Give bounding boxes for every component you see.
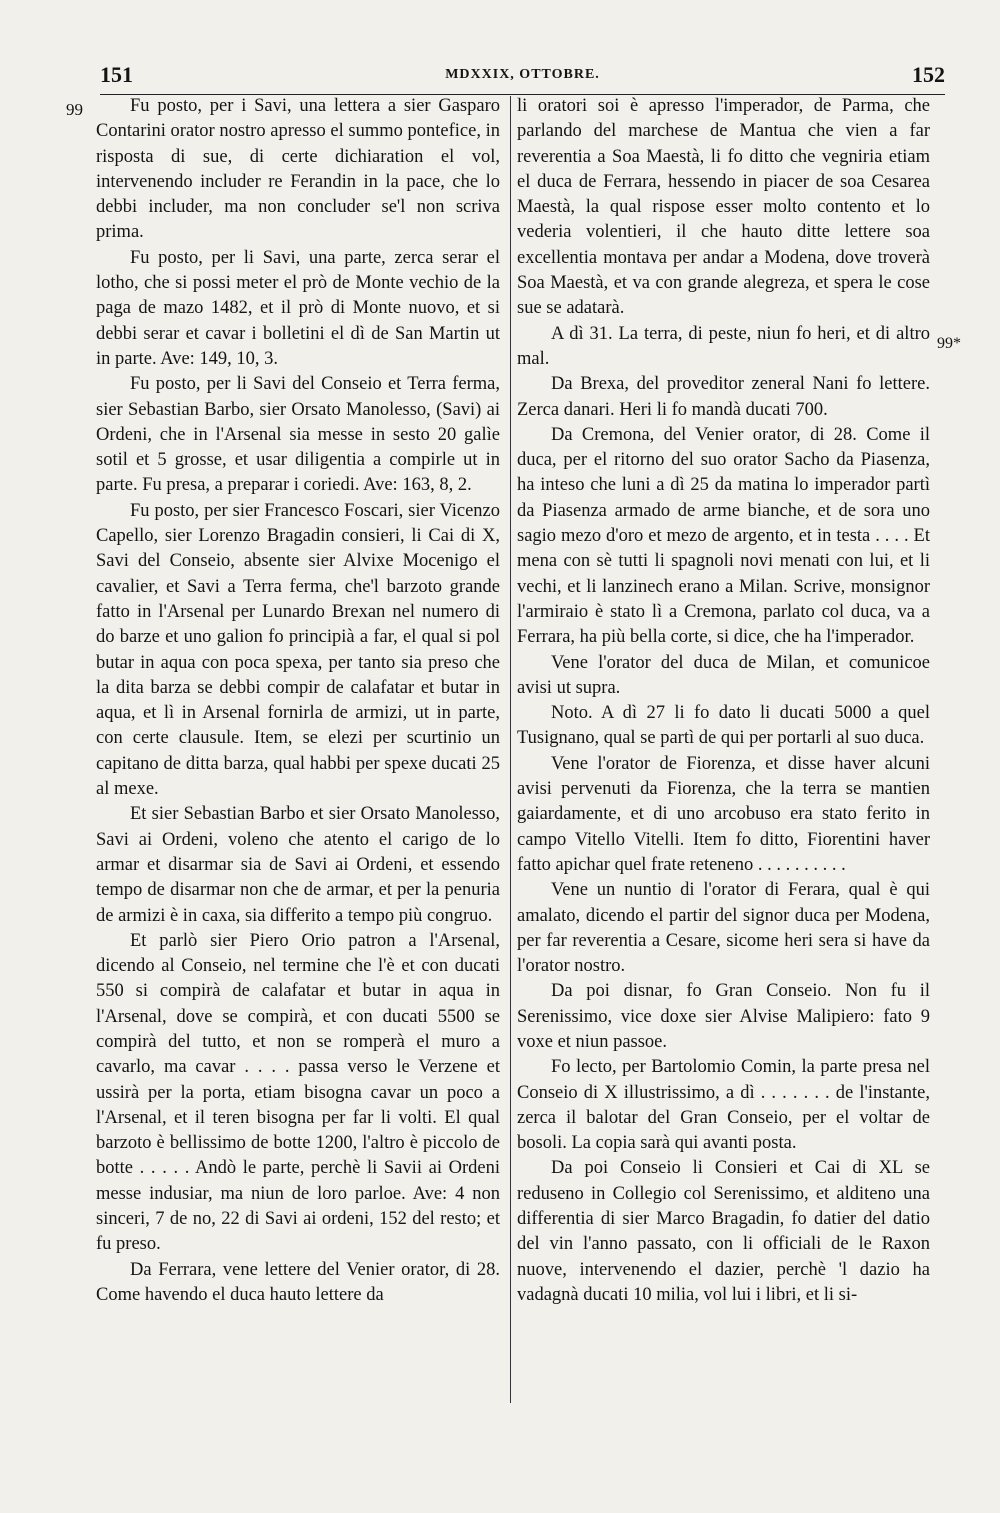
left-column <box>96 94 500 1308</box>
paragraph: Da Brexa, del proveditor zeneral Nani fo lettere. Zerca danari. Heri li fo mandà ducati 700. <box>517 374 930 420</box>
paragraph: Fu posto, per li Savi del Conseio et Terra ferma, sier Sebastian Barbo, sier Orsato Manolesso, (Savi) ai Ordeni, che in l'Arsenal sia messe in sesto 20 galìe sotil et 5 grosse, et usar diligentia a compirle ut in parte. Fu presa, a preparar i coriedi. Ave: 163, 8, 2. <box>96 374 500 496</box>
paragraph: Fu posto, per sier Francesco Foscari, sier Vicenzo Capello, sier Lorenzo Bragadin consieri, li Cai di X, Savi del Conseio, absente sier Alvixe Mocenigo el cavalier, et Savi a Terra ferma, che'l barzoto grande fatto in l'Arsenal per Lunardo Brexan nel numero di do barze et uno galion fo principià a far, el qual si pol butar in aqua con poca spexa, per tanto sia preso che la dita barza se debbi compir de calafatar et butar in aqua, et lì in Arsenal fornirla de armizi, ut in parte, con certe clausule. Item, se elezi per scurtinio un capitano de ditta barza, qual habbi per spexe ducati 25 al mexe. <box>96 500 500 800</box>
paragraph: A dì 31. La terra, di peste, niun fo heri, et di altro mal. <box>517 323 930 369</box>
page-number-left: 151 <box>100 62 133 87</box>
page-header <box>100 62 945 95</box>
right-column <box>517 94 930 1308</box>
paragraph: Fo lecto, per Bartolomio Comin, la parte presa nel Conseio di X illustrissimo, a dì . . . . . . . de l'instante, zerca il balotar del Gran Conseio, per el voltar de bosoli. La copia sarà qui avanti posta. <box>517 1057 930 1154</box>
paragraph: Da poi disnar, fo Gran Conseio. Non fu il Serenissimo, vice doxe sier Alvise Malipiero: fato 9 voxe et niun passoe. <box>517 981 930 1052</box>
margin-note-left: 99 <box>66 100 83 119</box>
paragraph: Fu posto, per i Savi, una lettera a sier Gasparo Contarini orator nostro apresso el summo pontefice, in risposta di sue, di certe dichiaration el vol, intervenendo includer re Ferandin in la pace, che lo debbi includer, ma non concluder se'l non scriva prima. <box>96 96 500 243</box>
column-divider <box>510 96 511 1403</box>
paragraph: Fu posto, per li Savi, una parte, zerca serar el lotho, che si possi meter el prò de Monte vechio de la paga de mazo 1482, et il prò di Monte nuovo, et si debbi serar et cavar i bolletini el dì de San Martin ut in parte. Ave: 149, 10, 3. <box>96 247 500 369</box>
paragraph: Noto. A dì 27 li fo dato li ducati 5000 a quel Tusignano, qual se partì de qui per portarli al suo duca. <box>517 703 930 749</box>
paragraph: Vene l'orator del duca de Milan, et comunicoe avisi ut supra. <box>517 652 930 698</box>
margin-note-right: 99* <box>937 335 961 352</box>
paragraph: li oratori soi è apresso l'imperador, de Parma, che parlando del marchese de Mantua che vien a far reverentia a Soa Maestà, li fo ditto che vegniria etiam el duca de Ferrara, hessendo in piacer de soa Cesarea Maestà, la qual rispose esser molto contento et lo vederia volentieri, il che hauto ditte lettere soa excellentia montava per andar a Modena, dove troverà Soa Maestà, et va con grande alegreza, et spera le cose sue se adatarà. <box>517 96 930 319</box>
paragraph: Et parlò sier Piero Orio patron a l'Arsenal, dicendo al Conseio, nel termine che l'è et con ducati 550 si compirà de calafatar et butar in aqua in l'Arsenal, dove se compirà, et con ducati 5500 se compirà del tutto, et non se romperà el muro a cavarlo, ma cavar . . . . passa verso le Verzene et ussirà per la porta, etiam bisogna cavar un poco a l'Arsenal, et il teren bisogna per far li volti. El qual barzoto è bellissimo de botte 1200, l'altro è piccolo de botte . . . . . Andò le parte, perchè li Savii ai Ordeni messe indusiar, ma niun de loro parloe. Ave: 4 non sinceri, 7 de no, 22 di Savi ai ordeni, 152 del resto; et fu preso. <box>96 930 500 1255</box>
paragraph: Da Cremona, del Venier orator, di 28. Come il duca, per el ritorno del suo orator Sacho da Piasenza, ha inteso che luni a dì 25 da matina lo imperador partì da Piasenza armado de arme bianche, et de sora uno sagio mezo d'oro et mezo de argento, et in testa . . . . Et mena con sè tutti li spagnoli novi menati con lui, et li vechi, et li lanzinech erano a Milan. Scrive, monsignor l'armiraio è stato lì a Cremona, parlato col duca, va a Ferrara, ha più bella corte, si dice, che ha l'imperador. <box>517 424 930 648</box>
running-title: MDXXIX, OTTOBRE. <box>445 67 600 82</box>
paragraph: Da Ferrara, vene lettere del Venier orator, di 28. Come havendo el duca hauto lettere da <box>96 1259 500 1305</box>
paragraph: Vene l'orator de Fiorenza, et disse haver alcuni avisi pervenuti da Fiorenza, che la terra se mantien gaiardamente, et di uno arcobuso era stato ferito in campo Vitello Vitelli. Item fo ditto, Fiorentini haver fatto apichar quel frate reteneno . . . . . . . . . . <box>517 753 930 875</box>
paragraph: Da poi Conseio li Consieri et Cai di XL se reduseno in Collegio col Serenissimo, et alditeno una differentia di sier Marco Bragadin, fo datier del datio del vin l'anno passato, con li officiali de le Raxon nuove, intervenendo el dazier, perchè 'l dazio ha vadagnà ducati 10 milia, vol lui i libri, et li si- <box>517 1158 930 1305</box>
paragraph: Et sier Sebastian Barbo et sier Orsato Manolesso, Savi ai Ordeni, voleno che atento el carigo de lo armar et disarmar sia de Savi ai Ordeni, et essendo tempo de disarmar non che de armar, et per la penuria de armizi è in caxa, sia differito a tempo più congruo. <box>96 804 500 926</box>
page-number-right: 152 <box>912 62 945 87</box>
paragraph: Vene un nuntio di l'orator di Ferara, qual è qui amalato, dicendo el partir del signor duca per Modena, per far reverentia a Cesare, sicome heri sera si have da l'orator nostro. <box>517 880 930 977</box>
